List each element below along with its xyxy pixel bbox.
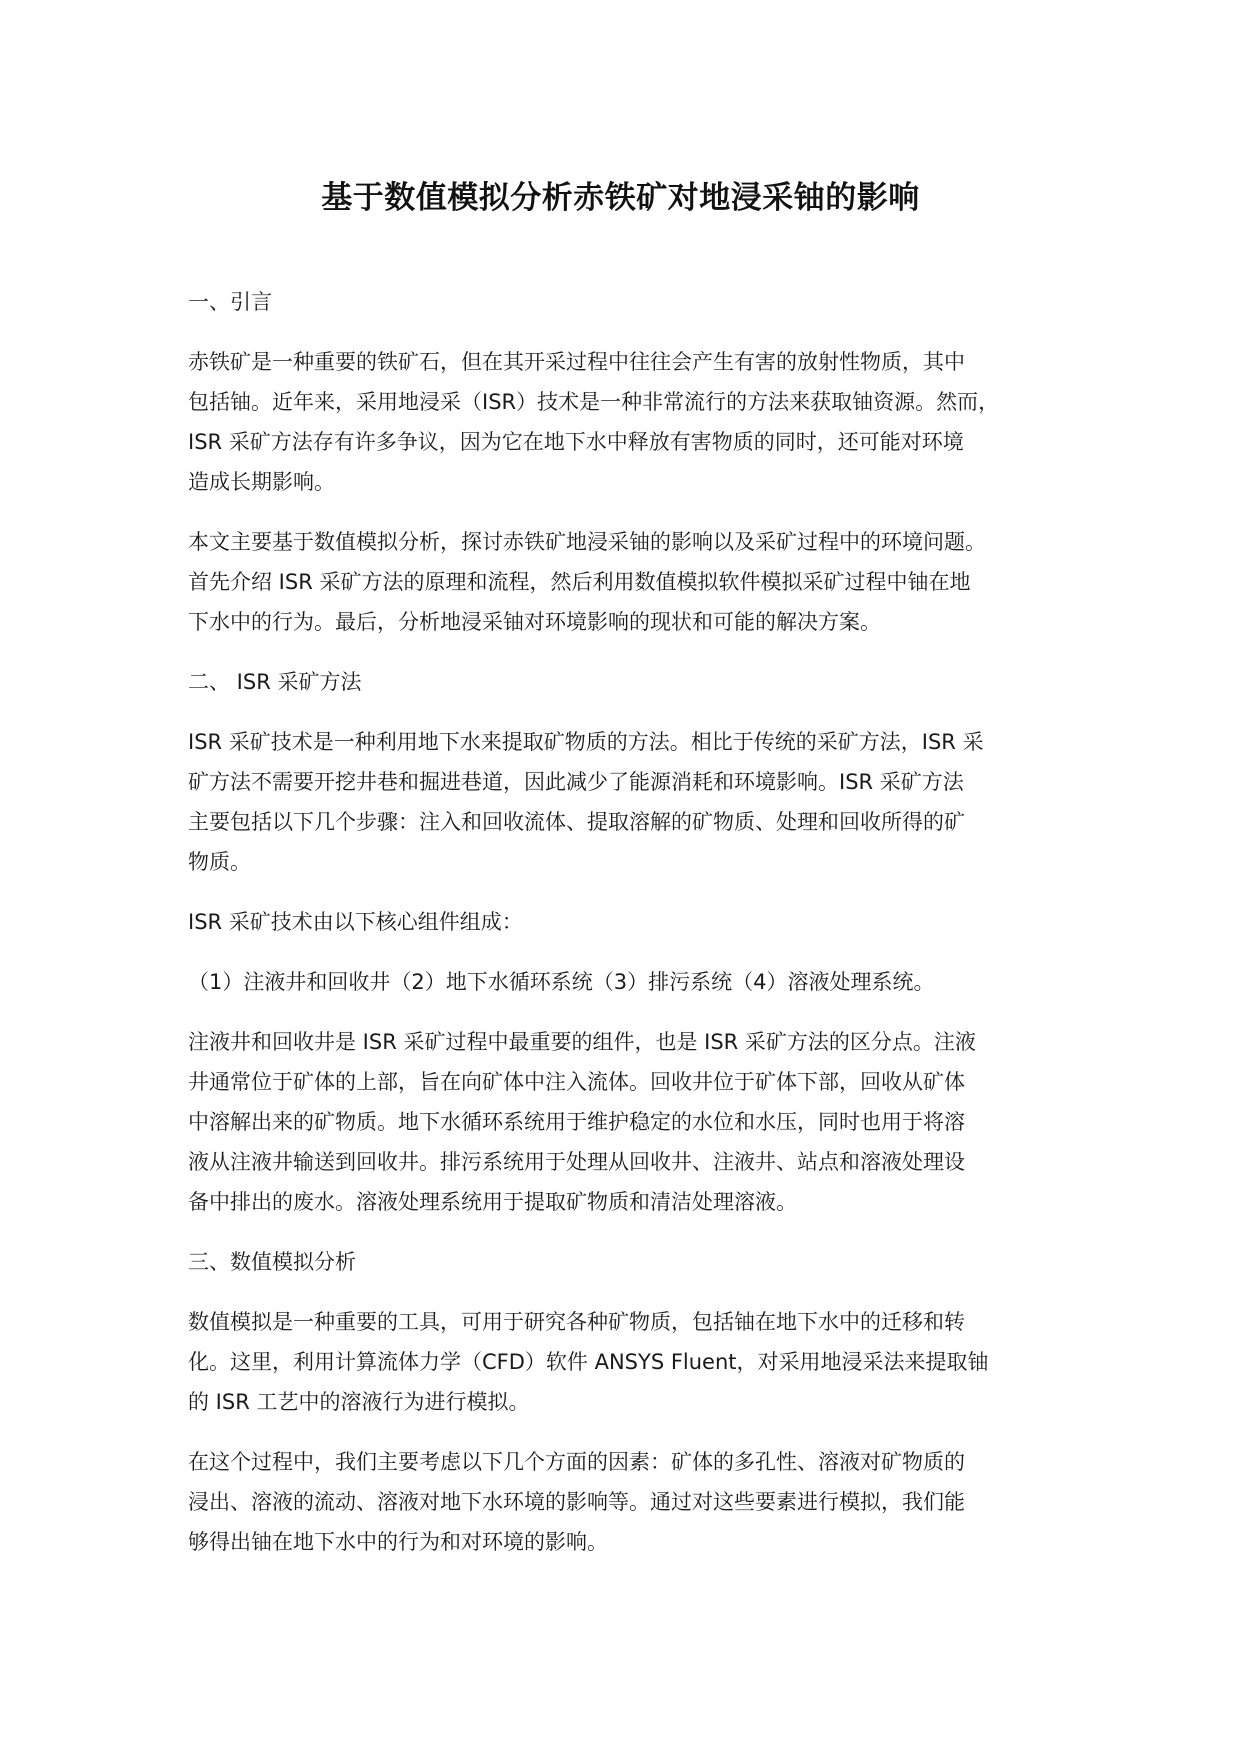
text-line: ISR 采矿技术是一种利用地下水来提取矿物质的方法。相比于传统的采矿方法，ISR 采 [188,730,984,754]
section-heading [188,662,1068,702]
text-line: 化。这里，利用计算流体力学（CFD）软件 ANSYS Fluent，对采用地浸采法来提取铀 [188,1350,989,1374]
text-line: 注液井和回收井是 ISR 采矿过程中最重要的组件，也是 ISR 采矿方法的区分点。注液 [188,1030,976,1054]
paragraph [188,342,1068,502]
paragraph [188,1302,1068,1422]
text-line: 包括铀。近年来，采用地浸采（ISR）技术是一种非常流行的方法来获取铀资源。然而， [188,390,1000,414]
text-line: 赤铁矿是一种重要的铁矿石，但在其开采过程中往往会产生有害的放射性物质，其中 [188,350,965,374]
paragraph [188,902,1068,942]
document-body [188,282,1068,1582]
text-line: 造成长期影响。 [188,470,335,494]
paragraph [188,722,1068,882]
paragraph [188,962,1068,1002]
section-heading [188,282,1068,322]
text-line: 的 ISR 工艺中的溶液行为进行模拟。 [188,1390,530,1414]
paragraph [188,522,1068,642]
text-line: 主要包括以下几个步骤：注入和回收流体、提取溶解的矿物质、处理和回收所得的矿 [188,810,965,834]
text-line: 一、引言 [188,290,272,314]
text-line: 本文主要基于数值模拟分析，探讨赤铁矿地浸采铀的影响以及采矿过程中的环境问题。 [188,530,986,554]
text-line: 够得出铀在地下水中的行为和对环境的影响。 [188,1530,608,1554]
text-line: （1）注液井和回收井（2）地下水循环系统（3）排污系统（4）溶液处理系统。 [188,970,935,994]
text-line: ISR 采矿技术由以下核心组件组成： [188,910,523,934]
text-line: 三、数值模拟分析 [188,1250,356,1274]
text-line: 浸出、溶液的流动、溶液对地下水环境的影响等。通过对这些要素进行模拟，我们能 [188,1490,965,1514]
text-line: 中溶解出来的矿物质。地下水循环系统用于维护稳定的水位和水压，同时也用于将溶 [188,1110,965,1134]
text-line: 首先介绍 ISR 采矿方法的原理和流程，然后利用数值模拟软件模拟采矿过程中铀在地 [188,570,971,594]
section-heading [188,1242,1068,1282]
text-line: 液从注液井输送到回收井。排污系统用于处理从回收井、注液井、站点和溶液处理设 [188,1150,965,1174]
paragraph [188,1022,1068,1222]
text-line: 物质。 [188,850,251,874]
text-line: 矿方法不需要开挖井巷和掘进巷道，因此减少了能源消耗和环境影响。ISR 采矿方法 [188,770,964,794]
text-line: 在这个过程中，我们主要考虑以下几个方面的因素：矿体的多孔性、溶液对矿物质的 [188,1450,965,1474]
paragraph [188,1442,1068,1562]
text-line: ISR 采矿方法存有许多争议，因为它在地下水中释放有害物质的同时，还可能对环境 [188,430,964,454]
text-line: 下水中的行为。最后，分析地浸采铀对环境影响的现状和可能的解决方案。 [188,610,881,634]
text-line: 数值模拟是一种重要的工具，可用于研究各种矿物质，包括铀在地下水中的迁移和转 [188,1310,965,1334]
text-line: 备中排出的废水。溶液处理系统用于提取矿物质和清洁处理溶液。 [188,1190,797,1214]
document-title: 基于数值模拟分析赤铁矿对地浸采铀的影响 [321,180,920,216]
text-line: 井通常位于矿体的上部，旨在向矿体中注入流体。回收井位于矿体下部，回收从矿体 [188,1070,965,1094]
text-line: 二、 ISR 采矿方法 [188,670,362,694]
